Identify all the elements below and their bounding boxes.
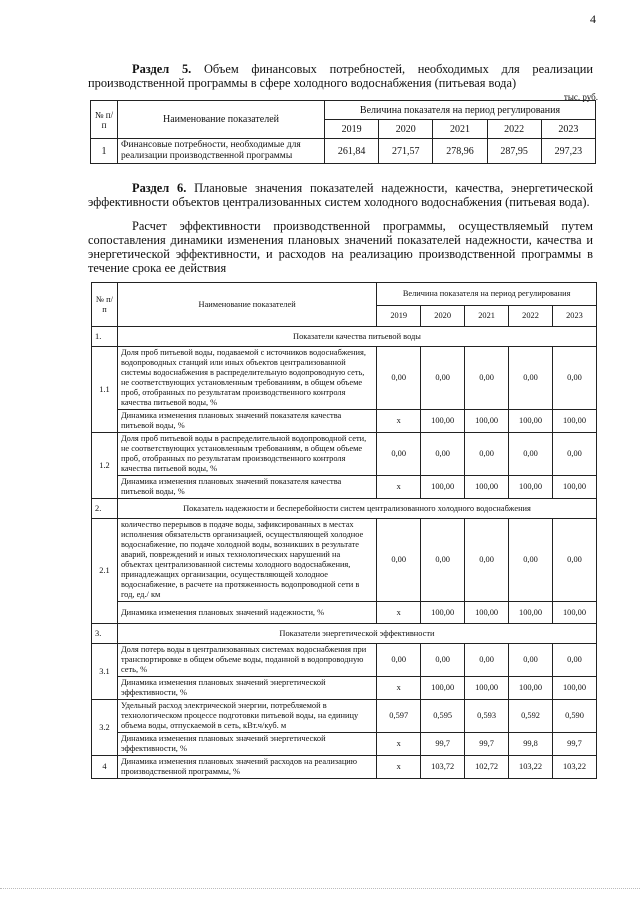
year-cell: 2023 — [541, 120, 595, 139]
value-cell: 103,22 — [552, 756, 596, 779]
value-cell: 0,00 — [421, 433, 465, 476]
value-cell: 0,592 — [509, 700, 553, 733]
table-row — [92, 347, 597, 410]
row-num: 2.1 — [92, 519, 118, 624]
value-cell: 100,00 — [421, 602, 465, 624]
value-cell: 0,590 — [552, 700, 596, 733]
value-cell: 100,00 — [465, 476, 509, 499]
section5-heading — [88, 62, 593, 90]
row-name: Динамика изменения плановых значений энергетической эффективности, % — [117, 677, 376, 700]
value-cell: 0,00 — [421, 644, 465, 677]
value-cell: х — [377, 476, 421, 499]
year-cell: 2023 — [552, 306, 596, 327]
value-cell: 100,00 — [465, 410, 509, 433]
section-num: 1. — [92, 327, 118, 347]
value-cell: 0,00 — [465, 347, 509, 410]
value-cell: 100,00 — [509, 476, 553, 499]
header-num: № п/ п — [92, 283, 118, 327]
table-row — [92, 476, 597, 499]
financial-needs-table — [90, 100, 596, 164]
section6-paragraph: Расчет эффективности производственной программы, осуществляемый путем сопоставления динамики изменения плановых значений показателей надежности, качества и энергетической эффективности, и расходов на реализацию производственной программы в течение срока ее действия — [88, 219, 593, 275]
value-cell: 0,00 — [509, 347, 553, 410]
value-cell: х — [377, 756, 421, 779]
section-title: Показатели качества питьевой воды — [117, 327, 596, 347]
value-cell: 99,7 — [465, 733, 509, 756]
value-cell: 0,593 — [465, 700, 509, 733]
value-cell: 99,7 — [552, 733, 596, 756]
value-cell: 100,00 — [421, 476, 465, 499]
value-cell: 102,72 — [465, 756, 509, 779]
value-cell: 103,22 — [509, 756, 553, 779]
header-period: Величина показателя на период регулирования — [325, 101, 596, 120]
value-cell: 0,00 — [377, 644, 421, 677]
value-cell: 0,00 — [421, 519, 465, 602]
section-title: Показатели энергетической эффективности — [117, 624, 596, 644]
value-cell: 0,00 — [509, 519, 553, 602]
table-row — [91, 139, 596, 164]
value-cell: 0,00 — [465, 433, 509, 476]
row-num: 4 — [92, 756, 118, 779]
year-cell: 2022 — [487, 120, 541, 139]
units-label: тыс. руб. — [563, 92, 598, 102]
value-cell: 0,00 — [377, 347, 421, 410]
row-name: Доля проб питьевой воды, подаваемой с источников водоснабжения, водопроводных станций или иных объектов централизованной системы водоснабжения в распределительную водопроводную сеть, не соответствующих установленным требованиям, в общем объеме проб, отобранных по результатам производственного контроля качества питьевой воды, % — [117, 347, 376, 410]
value-cell: 100,00 — [509, 677, 553, 700]
value-cell: 103,72 — [421, 756, 465, 779]
value-cell: 0,00 — [552, 519, 596, 602]
year-cell: 2019 — [325, 120, 379, 139]
value-cell: 100,00 — [552, 602, 596, 624]
value-cell: 100,00 — [465, 677, 509, 700]
year-cell: 2020 — [379, 120, 433, 139]
value-cell: 278,96 — [433, 139, 487, 164]
row-name: количество перерывов в подаче воды, зафиксированных в местах исполнения обязательств организацией, осуществляющей холодное водоснабжение, по подаче холодной воды, возникших в результате аварий, повреждений и иных технологических нарушений на объектах централизованной системы холодного водоснабжения, принадлежащих организации, осуществляющей холодное водоснабжение, в расчете на протяженность водопроводной сети в год, ед./ км — [117, 519, 376, 602]
section-row — [92, 624, 597, 644]
value-cell: 297,23 — [541, 139, 595, 164]
table-row — [92, 677, 597, 700]
value-cell: 0,595 — [421, 700, 465, 733]
value-cell: х — [377, 733, 421, 756]
value-cell: 0,597 — [377, 700, 421, 733]
row-num: 3.2 — [92, 700, 118, 756]
value-cell: 0,00 — [552, 347, 596, 410]
year-cell: 2021 — [465, 306, 509, 327]
indicators-table — [91, 282, 597, 779]
table-row — [92, 756, 597, 779]
value-cell: 100,00 — [552, 677, 596, 700]
table-row — [92, 733, 597, 756]
year-cell: 2022 — [509, 306, 553, 327]
section-row — [92, 499, 597, 519]
value-cell: 261,84 — [325, 139, 379, 164]
value-cell: 0,00 — [421, 347, 465, 410]
section-num: 3. — [92, 624, 118, 644]
header-name: Наименование показателей — [117, 283, 376, 327]
table-row — [92, 602, 597, 624]
value-cell: 100,00 — [509, 410, 553, 433]
year-cell: 2019 — [377, 306, 421, 327]
header-num: № п/п — [91, 101, 118, 139]
row-num: 1.2 — [92, 433, 118, 499]
section6-label: Раздел 6. — [132, 181, 187, 195]
section-num: 2. — [92, 499, 118, 519]
row-name: Доля проб питьевой воды в распределительной водопроводной сети, не соответствующих установленным требованиям, в общем объеме проб, отобранных по результатам производственного контроля качества питьевой воды, % — [117, 433, 376, 476]
value-cell: 99,8 — [509, 733, 553, 756]
row-num: 1 — [91, 139, 118, 164]
value-cell: 100,00 — [421, 410, 465, 433]
row-name: Финансовые потребности, необходимые для реализации производственной программы — [118, 139, 325, 164]
value-cell: 0,00 — [552, 644, 596, 677]
page-bottom-divider — [0, 888, 640, 889]
row-name: Динамика изменения плановых значений расходов на реализацию производственной программы, % — [117, 756, 376, 779]
value-cell: 287,95 — [487, 139, 541, 164]
value-cell: 100,00 — [552, 410, 596, 433]
value-cell: 0,00 — [509, 433, 553, 476]
table-row — [92, 700, 597, 733]
value-cell: 271,57 — [379, 139, 433, 164]
value-cell: 0,00 — [377, 519, 421, 602]
value-cell: 0,00 — [465, 519, 509, 602]
section-title: Показатель надежности и бесперебойности систем централизованного холодного водоснабжения — [117, 499, 596, 519]
row-num: 1.1 — [92, 347, 118, 433]
value-cell: 0,00 — [552, 433, 596, 476]
row-name: Динамика изменения плановых значений энергетической эффективности, % — [117, 733, 376, 756]
value-cell: 0,00 — [509, 644, 553, 677]
value-cell: 0,00 — [377, 433, 421, 476]
table-row — [92, 410, 597, 433]
value-cell: х — [377, 602, 421, 624]
row-name: Удельный расход электрической энергии, потребляемой в технологическом процессе подготовки питьевой воды, на единицу объема воды, отпускаемой в сеть, кВт.ч/куб. м — [117, 700, 376, 733]
header-name: Наименование показателей — [118, 101, 325, 139]
value-cell: 100,00 — [465, 602, 509, 624]
value-cell: 99,7 — [421, 733, 465, 756]
row-name: Динамика изменения плановых значений показателя качества питьевой воды, % — [117, 410, 376, 433]
section6-heading — [88, 181, 593, 209]
section-row — [92, 327, 597, 347]
page-number: 4 — [590, 12, 596, 26]
table-row — [92, 519, 597, 602]
section5-label: Раздел 5. — [132, 62, 192, 76]
row-num: 3.1 — [92, 644, 118, 700]
row-name: Доля потерь воды в централизованных системах водоснабжения при транспортировке в общем объеме воды, поданной в водопроводную сеть, % — [117, 644, 376, 677]
header-period: Величина показателя на период регулирования — [377, 283, 597, 306]
value-cell: 100,00 — [552, 476, 596, 499]
value-cell: 100,00 — [509, 602, 553, 624]
row-name: Динамика изменения плановых значений показателя качества питьевой воды, % — [117, 476, 376, 499]
table-row — [92, 433, 597, 476]
year-cell: 2021 — [433, 120, 487, 139]
value-cell: 100,00 — [421, 677, 465, 700]
row-name: Динамика изменения плановых значений надежности, % — [117, 602, 376, 624]
value-cell: 0,00 — [465, 644, 509, 677]
section6-title: Плановые значения показателей надежности, качества, энергетической эффективности объектов централизованных систем холодного водоснабжения (питьевая вода). — [88, 181, 593, 209]
value-cell: х — [377, 677, 421, 700]
table-row — [92, 644, 597, 677]
year-cell: 2020 — [421, 306, 465, 327]
section5-title: Объем финансовых потребностей, необходимых для реализации производственной программы в сфере холодного водоснабжения (питьевая вода) — [88, 62, 593, 90]
value-cell: х — [377, 410, 421, 433]
